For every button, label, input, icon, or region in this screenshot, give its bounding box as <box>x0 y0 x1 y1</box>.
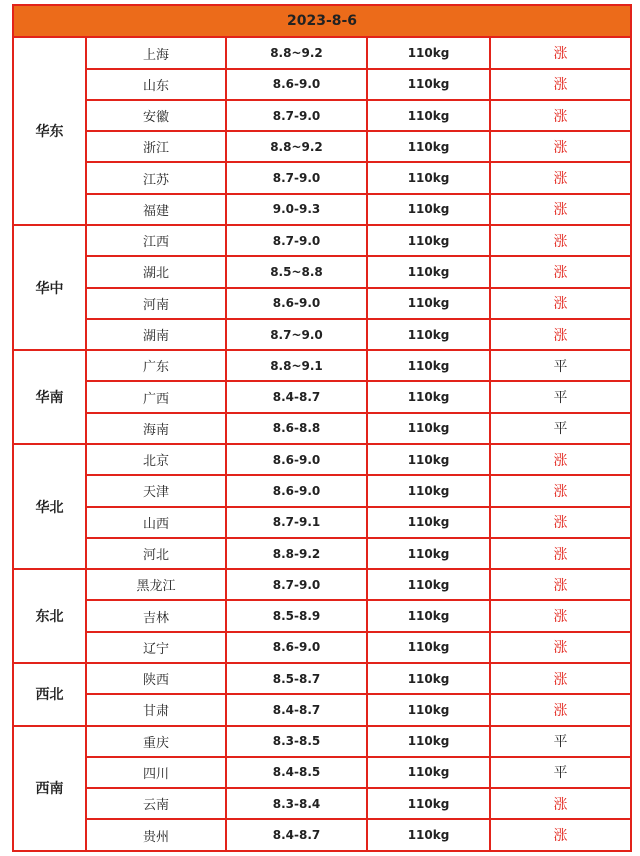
table-row <box>13 288 631 319</box>
price-range-cell: 8.4-8.7 <box>226 381 367 412</box>
trend-cell: 涨 <box>490 694 631 725</box>
trend-cell: 涨 <box>490 819 631 851</box>
province-cell: 甘肃 <box>86 694 226 725</box>
table-body <box>13 5 631 851</box>
weight-cell: 110kg <box>367 225 490 256</box>
table-row <box>13 507 631 538</box>
price-range-cell: 8.6-8.8 <box>226 413 367 444</box>
price-range-cell: 8.7-9.0 <box>226 162 367 193</box>
weight-cell: 110kg <box>367 788 490 819</box>
table-row <box>13 100 631 131</box>
table-row <box>13 256 631 287</box>
province-cell: 河南 <box>86 288 226 319</box>
weight-cell: 110kg <box>367 131 490 162</box>
weight-cell: 110kg <box>367 319 490 350</box>
province-cell: 江苏 <box>86 162 226 193</box>
price-range-cell: 8.7-9.1 <box>226 507 367 538</box>
trend-cell: 涨 <box>490 663 631 694</box>
trend-cell: 平 <box>490 350 631 381</box>
province-cell: 北京 <box>86 444 226 475</box>
province-cell: 福建 <box>86 194 226 225</box>
price-range-cell: 8.3-8.4 <box>226 788 367 819</box>
weight-cell: 110kg <box>367 600 490 631</box>
region-cell: 华东 <box>13 37 86 225</box>
trend-cell: 涨 <box>490 162 631 193</box>
table-row <box>13 694 631 725</box>
table-row <box>13 194 631 225</box>
price-range-cell: 8.6-9.0 <box>226 444 367 475</box>
price-range-cell: 8.6-9.0 <box>226 288 367 319</box>
trend-cell: 涨 <box>490 475 631 506</box>
trend-cell: 涨 <box>490 632 631 663</box>
weight-cell: 110kg <box>367 413 490 444</box>
province-cell: 天津 <box>86 475 226 506</box>
province-cell: 云南 <box>86 788 226 819</box>
weight-cell: 110kg <box>367 538 490 569</box>
weight-cell: 110kg <box>367 663 490 694</box>
trend-cell: 涨 <box>490 319 631 350</box>
trend-cell: 涨 <box>490 569 631 600</box>
region-cell: 西北 <box>13 663 86 726</box>
region-cell: 华北 <box>13 444 86 569</box>
date-header-row <box>13 5 631 37</box>
table-row <box>13 726 631 757</box>
province-cell: 广西 <box>86 381 226 412</box>
price-range-cell: 8.8-9.2 <box>226 538 367 569</box>
weight-cell: 110kg <box>367 632 490 663</box>
province-cell: 辽宁 <box>86 632 226 663</box>
table-row <box>13 819 631 851</box>
province-cell: 山东 <box>86 69 226 100</box>
table-row <box>13 788 631 819</box>
weight-cell: 110kg <box>367 381 490 412</box>
province-cell: 吉林 <box>86 600 226 631</box>
trend-cell: 涨 <box>490 444 631 475</box>
trend-cell: 平 <box>490 381 631 412</box>
trend-cell: 平 <box>490 757 631 788</box>
trend-cell: 涨 <box>490 256 631 287</box>
region-cell: 西南 <box>13 726 86 851</box>
trend-cell: 涨 <box>490 538 631 569</box>
province-cell: 重庆 <box>86 726 226 757</box>
price-range-cell: 8.4-8.5 <box>226 757 367 788</box>
province-cell: 海南 <box>86 413 226 444</box>
price-range-cell: 8.6-9.0 <box>226 69 367 100</box>
trend-cell: 平 <box>490 413 631 444</box>
table-row <box>13 632 631 663</box>
table-row <box>13 475 631 506</box>
weight-cell: 110kg <box>367 475 490 506</box>
date-header: 2023-8-6 <box>13 5 631 37</box>
table-row <box>13 69 631 100</box>
table-row <box>13 569 631 600</box>
province-cell: 广东 <box>86 350 226 381</box>
province-cell: 陕西 <box>86 663 226 694</box>
trend-cell: 涨 <box>490 131 631 162</box>
price-range-cell: 8.5-8.9 <box>226 600 367 631</box>
price-range-cell: 8.5-8.7 <box>226 663 367 694</box>
weight-cell: 110kg <box>367 194 490 225</box>
trend-cell: 涨 <box>490 100 631 131</box>
weight-cell: 110kg <box>367 350 490 381</box>
province-cell: 安徽 <box>86 100 226 131</box>
price-range-cell: 8.6-9.0 <box>226 632 367 663</box>
table-row <box>13 225 631 256</box>
table-row <box>13 413 631 444</box>
province-cell: 湖北 <box>86 256 226 287</box>
table-row <box>13 538 631 569</box>
trend-cell: 涨 <box>490 225 631 256</box>
weight-cell: 110kg <box>367 256 490 287</box>
province-cell: 黑龙江 <box>86 569 226 600</box>
table-row <box>13 663 631 694</box>
trend-cell: 平 <box>490 726 631 757</box>
table-row <box>13 444 631 475</box>
table-row <box>13 162 631 193</box>
weight-cell: 110kg <box>367 507 490 538</box>
province-cell: 江西 <box>86 225 226 256</box>
province-cell: 湖南 <box>86 319 226 350</box>
weight-cell: 110kg <box>367 162 490 193</box>
table-row <box>13 131 631 162</box>
weight-cell: 110kg <box>367 288 490 319</box>
table-row <box>13 350 631 381</box>
table-row <box>13 37 631 68</box>
table-row <box>13 319 631 350</box>
weight-cell: 110kg <box>367 819 490 851</box>
weight-cell: 110kg <box>367 569 490 600</box>
region-cell: 东北 <box>13 569 86 663</box>
weight-cell: 110kg <box>367 444 490 475</box>
price-range-cell: 8.7-9.0 <box>226 225 367 256</box>
price-range-cell: 8.7~9.0 <box>226 319 367 350</box>
trend-cell: 涨 <box>490 507 631 538</box>
price-range-cell: 8.3-8.5 <box>226 726 367 757</box>
province-cell: 浙江 <box>86 131 226 162</box>
price-range-cell: 9.0-9.3 <box>226 194 367 225</box>
weight-cell: 110kg <box>367 757 490 788</box>
trend-cell: 涨 <box>490 600 631 631</box>
province-cell: 山西 <box>86 507 226 538</box>
trend-cell: 涨 <box>490 69 631 100</box>
table-row <box>13 381 631 412</box>
price-range-cell: 8.7-9.0 <box>226 569 367 600</box>
weight-cell: 110kg <box>367 726 490 757</box>
trend-cell: 涨 <box>490 288 631 319</box>
region-cell: 华中 <box>13 225 86 350</box>
price-range-cell: 8.8~9.2 <box>226 37 367 68</box>
table-row <box>13 757 631 788</box>
price-range-cell: 8.7-9.0 <box>226 100 367 131</box>
weight-cell: 110kg <box>367 37 490 68</box>
weight-cell: 110kg <box>367 69 490 100</box>
region-cell: 华南 <box>13 350 86 444</box>
table-row <box>13 600 631 631</box>
price-range-cell: 8.8~9.1 <box>226 350 367 381</box>
province-cell: 上海 <box>86 37 226 68</box>
trend-cell: 涨 <box>490 788 631 819</box>
price-range-cell: 8.6-9.0 <box>226 475 367 506</box>
price-range-cell: 8.5~8.8 <box>226 256 367 287</box>
pig-price-table <box>12 4 632 852</box>
province-cell: 贵州 <box>86 819 226 851</box>
trend-cell: 涨 <box>490 194 631 225</box>
weight-cell: 110kg <box>367 100 490 131</box>
province-cell: 四川 <box>86 757 226 788</box>
province-cell: 河北 <box>86 538 226 569</box>
price-range-cell: 8.4-8.7 <box>226 694 367 725</box>
price-range-cell: 8.4-8.7 <box>226 819 367 851</box>
price-range-cell: 8.8~9.2 <box>226 131 367 162</box>
weight-cell: 110kg <box>367 694 490 725</box>
trend-cell: 涨 <box>490 37 631 68</box>
